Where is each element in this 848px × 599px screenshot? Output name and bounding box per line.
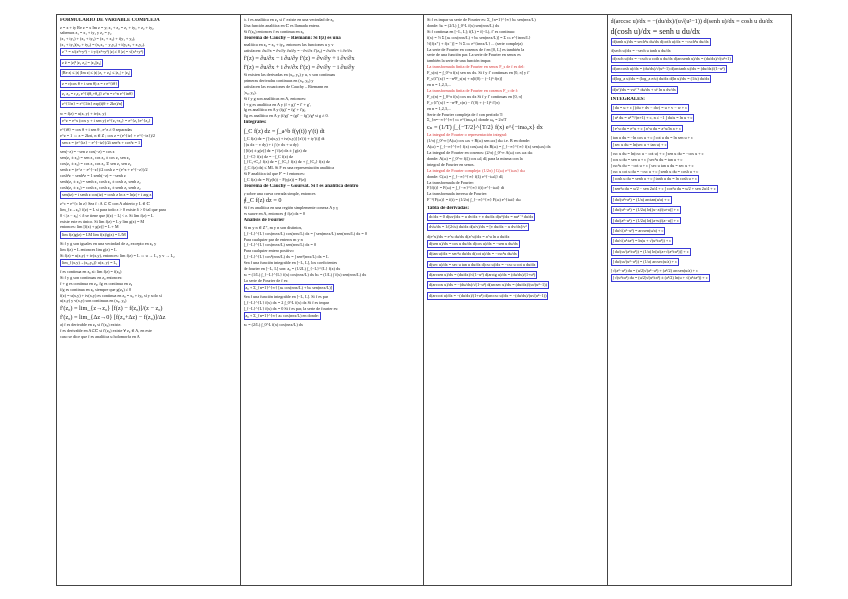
boxed-formula: dc/dx = 0 d(uv)/dx = u dv/dx + v du/dx d(uⁿ)/dx = nuⁿ⁻¹ du/dx: [429, 213, 534, 219]
formula-text: e^{iθ} = cos θ + i sen θ , e^z ≠ 0 separadas: [60, 126, 133, 132]
formula-text: ∫ csc²u du = −cot u + c ∫ sec u tan u du = sec u + c: [610, 162, 694, 168]
boxed-formula: d(arccosh u)/dx = (du/dx)/√(u²−1) d(arctanh u)/dx = (du/dx)/(1−u²): [612, 66, 725, 72]
column-3: [424, 15, 608, 585]
formula-text: lim_{z→z₀} f(z) = L si para todo ε > 0 existe δ > 0 tal que para: [60, 206, 166, 212]
boxed-formula: ∫ du/(u√(a²±u²)) = (1/a) ln[u/(a+√(a²±u²))] + c: [612, 248, 689, 254]
formula-text: primeras derivadas continuas en (x₀, y₀) y: [243, 77, 314, 83]
formula-text: donde: bₙ = (2/L) ∫_0^L f(x) sen(nπx/L) dx: [427, 22, 500, 28]
formula-text: cosh²z − senh²z = 1 senh(−z) = −senh z: [60, 172, 126, 178]
formula-text: Si f es analítica en una región simplemente conexa A y γ: [243, 205, 339, 211]
formula-text: F_c(n) = ∫_0^π f(x) cos nx dx Si f y f′ continuas en [0, π]: [427, 93, 523, 99]
formula-text: ∫ cos u du = sen u + c ∫ sec²u du = tan u + c: [610, 156, 683, 162]
formula-line: [611, 75, 789, 85]
boxed-formula: ∫ du/(u²−a²) = (1/2a) ln[(u−a)/(u+a)] + c: [612, 207, 679, 213]
formula-text: ∫ tan u du = −ln cos u + c ∫ cot u du = ln sen u + c: [610, 134, 693, 140]
formula-text: f(x) = ½ Σ [aₙ cos(nπx/L) + bₙ sen(nπx/L)] = Σ cₙ e^{inπx/L}: [427, 34, 531, 40]
formula-line: [60, 69, 237, 79]
formula-text: ∫_{−L}^{L} cos²(nπx/L) dx = ∫ sen²(nπx/L) dx = L: [243, 254, 329, 260]
boxed-formula: ∫ du/(u√(u²−a²)) = (1/a) arcsec(u/a) + c: [612, 259, 677, 265]
formula-line: [60, 116, 237, 126]
formula-text: (x₁ + iy₁) + (x₂ + iy₂) = (x₁ + x₂) + i(y₁ + y₂),: [60, 36, 136, 42]
formula-text: aₙ = (1/L) ∫_{−L}^{L} f(x) cos(nπx/L) dx bₙ = (1/L) ∫ f(x) sen(nπx/L) dx: [243, 272, 367, 277]
formula-text: ∫ csc u du = ln(csc u − cot u) + c ∫ sen u du = −cos u + c: [610, 150, 704, 156]
formula-text: f′(z₀) = lim_{z→z₀} [f(z) − f(z₀)]/(z − z₀): [60, 305, 163, 313]
boxed-formula: d(tan u)/dx = sec²u du/dx d(cot u)/dx = −csc²u du/dx: [429, 251, 517, 257]
formula-text: Sea f una función integrable en [−L, L], los coeficientes: [243, 260, 338, 266]
formula-text: (x₀, y₀).: [243, 89, 257, 95]
column-1: [57, 15, 241, 585]
formula-text: de fourier en [−L, L] son: a₀ = (1/2L) ∫_{−L}^{L} f(x) dx: [243, 266, 341, 272]
formula-text: Tabla de derivadas:: [427, 206, 470, 212]
formula-line: [244, 54, 421, 63]
formula-line: [60, 59, 237, 69]
formula-text: existe este es único. Si lim f(z) = L y lim g(z) = M: [60, 218, 145, 224]
formula-text: ∫ (u dx − v dy) + i ∫ (v dx + u dy): [243, 141, 299, 147]
formula-line: [611, 216, 789, 226]
formula-text: u(x,y) y v(x,y) son continuas en (x₀, y₀): [60, 298, 127, 304]
column-4: [608, 15, 792, 585]
boxed-formula: a₀ + Σ_{n=1}^{∞} [aₙ cos(nπx/L) + bₙ sen(nπx/L)]: [245, 285, 333, 291]
formula-line: [611, 86, 789, 96]
formula-line: [244, 177, 421, 183]
formula-line: [427, 291, 604, 301]
formula-line: [244, 63, 421, 72]
formula-text: Teorema de Cauchy – Goursat. Si f es analítica dentro: [243, 184, 359, 190]
formula-text: La transformada inversa de Fourier:: [427, 191, 488, 197]
formula-line: [244, 29, 421, 35]
formula-text: d(cosh u)/dx = senh u du/dx: [610, 27, 701, 36]
formula-text: La serie de Fourier en cosenos de f en [0, L] es también la: [427, 46, 525, 52]
boxed-formula: ∫ du/(u²+a²) = (1/a) arctan(u/a) + c: [612, 196, 670, 202]
formula-text: cₙ = (1/T) ∫_{−T/2}^{T/2} f(x) e^{−inω₀x} dx: [427, 124, 543, 132]
formula-text: ∫_{C₁+C₂} f(z) dz = ∫_{C₁} f(z) dz + ∫_{C₂} f(z) dz: [243, 159, 330, 165]
formula-text: f + g es continua en z₀, fg es continua en z₀: [60, 280, 133, 286]
formula-line: [611, 54, 789, 64]
formula-line: [60, 48, 237, 58]
formula-line: [427, 281, 604, 291]
formula-line: [611, 26, 789, 38]
formula-text: sabemos z₁ = x₁ + iy₁ y z₂ = y₂: [60, 30, 112, 36]
formula-line: [427, 239, 604, 249]
formula-line: [244, 211, 421, 217]
formula-line: [611, 141, 789, 151]
formula-text: |∫_C f(z) dz| ≤ ML Si F es una representación analítica: [243, 165, 335, 171]
boxed-formula: d(csch u)/dx = −csch u coth u du/dx d(arcsenh u)/dx = (du/dx)/√(u²+1): [612, 55, 731, 61]
formula-text: Integrales:: [243, 120, 267, 126]
formula-line: [611, 247, 789, 257]
formula-text: ∫_{−C} f(z) dz = −∫_C f(z) dz: [243, 153, 293, 159]
spacer: [427, 203, 604, 205]
boxed-formula: d(arccot u)/dx = −(du/dx)/(1+u²) d(arccsc u)/dx = −(du/dx)/(u√(u²−1)): [429, 292, 547, 298]
formula-text: fg es analítica en A y (fg)′ = fg′ + f′g,: [243, 107, 306, 113]
formula-line: [427, 250, 604, 260]
formula-text: (x₁ + iy₁)(x₂ + iy₂) = (x₁x₂ − y₁y₂) + i(y₁x₂ + x₁y₂).: [60, 42, 146, 48]
formula-text: satisfacen: ∂u/∂x = ∂v/∂y ∂u/∂y = −∂v/∂x f′(z₀) = ∂u/∂x + i ∂v/∂x: [243, 48, 353, 54]
formula-line: [427, 271, 604, 281]
boxed-formula: z₁ z₂ = r₁r₂ e^{i(θ₁+θ₂)} z^n = r^n e^{inθ}: [62, 91, 134, 97]
formula-text: d(arccsc u)/dx = −(du/dx)/(u√(u²−1)) d(senh u)/dx = cosh u du/dx: [610, 18, 773, 25]
boxed-formula: d(sen u)/dx = cos u du/dx d(cos u)/dx = −sen u du/dx: [429, 240, 518, 246]
formula-text: Si m y n ∈ Z⁺, m y n son distintos,: [243, 224, 303, 230]
formula-text: a) f es derivable en z₀ si f′(z₀) existe.: [60, 322, 122, 328]
formula-text: z = x + iy Re z = x Im z = y; z₁ + z₂ = z₁ + iy₁ + z₂ + iy₂: [60, 24, 154, 30]
formula-text: f es derivable en A⊂ℂ si f′(z₀) existe ∀ z₀ ∈ A, en este: [60, 328, 152, 334]
boxed-formula: ∫ du = u + c ∫ (du + dv − dw) = u + v − w + c: [612, 104, 688, 110]
formula-line: [60, 79, 237, 89]
formula-line: [244, 127, 421, 136]
formula-text: F⁻¹{F(ω)} = f(t) = (1/2π) ∫_{−∞}^{∞} F(ω) e^{iωt} dω: [427, 197, 521, 203]
formula-line: [611, 38, 789, 48]
formula-text: F_s(n) = ∫_0^π f(x) sen nx dx. Si f y f′ continuas en [0, π] y f′: [427, 70, 530, 76]
formula-text: integral de Fourier en senos.: [427, 161, 475, 167]
boxed-formula: ∫ du/(a²−u²) = (1/2a) ln[(a+u)/(a−u)] + c: [612, 217, 679, 223]
boxed-formula: z = r(cos θ + i sen θ) z = r e^{iθ}: [62, 80, 118, 86]
formula-text: Si f′(z₀) entonces f es continua en z₀: [243, 28, 304, 34]
boxed-formula: z⁻¹ = x/(x²+y²) − i·y/(x²+y²) |z| ≠ 0 |z| = √(x²+y²): [62, 49, 144, 55]
formula-line: [60, 230, 237, 240]
formula-text: La transformada de Fourier:: [427, 179, 475, 185]
boxed-formula: d(arccos u)/dx = −(du/dx)/√(1−u²) d(arcsec u)/dx = (du/dx)/(u√(u²−1)): [429, 282, 547, 288]
boxed-formula: sen z = (e^{iz} − e^{−iz})/2i sen²z + cos²z = 1: [62, 139, 141, 145]
formula-line: [244, 322, 421, 328]
boxed-formula: d(log_a u)/dx = (log_a e/u) du/dx d(ln u)/dx = (1/u) du/dx: [612, 76, 710, 82]
formula-line: [611, 65, 789, 75]
formula-text: Si f(z) = u(x,y) + iv(x,y), entonces: lim f(z) = L ⇔ u → L₁ y v → L₂: [60, 252, 175, 258]
boxed-formula: ∫ √(u²±a²) du = (u/2)√(u²±a²) ± (a²/2) ln(u + √(u²±a²)) + c: [612, 275, 708, 281]
formula-text: d(sech u)/dx = −sech u tanh u du/dx: [610, 48, 671, 54]
formula-text: La serie de Fourier de f es:: [243, 277, 289, 283]
formula-text: A(ω) = ∫_{−∞}^{∞} f(x) cos(ωx) dx B(ω) = ∫_{−∞}^{∞} f(x) sen(ωx) dx: [427, 144, 551, 150]
formula-text: La integral de Fourier compleja: (1/2π) ∫ C(ω) e^{iωx} dω: [427, 167, 525, 173]
formula-text: ∫_{−L}^{L} cos(mπx/L) sen(nπx/L) dx = 0: [243, 242, 317, 248]
formula-text: Si f es impar su serie de Fourier es: Σ_{n=1}^{∞} bₙ sen(nπx/L): [427, 17, 536, 22]
boxed-formula: z z̄ = |z|² |z₁ z₂| = |z₁||z₂|: [62, 59, 101, 65]
formula-line: [611, 195, 789, 205]
formula-text: f′(z₀) = lim_{Δz→0} [f(z₀+Δz) − f(z₀)]/Δz: [60, 314, 166, 322]
boxed-formula: d(tanh u)/dx = sech²u du/dx d(coth u)/dx = −csch²u du/dx: [612, 39, 709, 45]
formula-line: [611, 274, 789, 284]
formula-line: [611, 258, 789, 268]
formula-text: ∫_{−L}^{L} f(x) dx = 2 ∫_0^L f(x) dx Si f es impar: [243, 300, 329, 306]
formula-line: [427, 260, 604, 270]
formula-text: cosh(z₁ ± z₂) = cosh z₁ cosh z₂ ± senh z₁ senh z₂: [60, 184, 141, 190]
formula-text: Si f continua en [−L, L]; f(L) = f(−L), f′ es continua:: [427, 28, 515, 34]
formula-text: f/g es analítica en A y (f/g)′ = (gf′ − fg′)/g² si g ≠ 0.: [243, 113, 329, 119]
formula-text: z^c = e^{c ln z} Sea f : A ⊂ ℂ con A abierto y L ∈ ℂ: [60, 200, 150, 206]
formula-text: Σ_{n=−∞}^{∞} cₙ e^{inω₀x} donde ω₀ = 2π/T: [427, 117, 507, 123]
formula-text: Análisis de Fourier: [243, 218, 285, 224]
formula-text: ½[f(x⁺) + f(x⁻)] = ½ Σ cₙ e^{inπx/L} ... (serie compleja): [427, 40, 523, 46]
formula-text: La integral de Fourier o representación integral:: [427, 132, 508, 138]
formula-text: ∫ csc u cot u du = −csc u + c ∫ senh u du = cosh u + c: [610, 168, 699, 174]
formula-text: ∫_C f(z) dz = ∫ [u(x,y) + iv(x,y)] [x′(t) + iy′(t)] dt: [243, 135, 325, 141]
formula-line: [60, 304, 237, 313]
formula-text: senh(z₁ ± z₂) = senh z₁ cosh z₂ ± cosh z₁ senh z₂: [60, 178, 141, 184]
formula-line: [244, 284, 421, 294]
formula-text: lim f(z) = L entonces lim g(z) = L: [60, 246, 117, 252]
formula-text: cos(z₁ ± z₂) = cos z₁ cos z₂ ∓ sen z₁ sen z₂: [60, 160, 132, 166]
formula-text: entonces: lim [f(z) + g(z)] = L + M: [60, 224, 119, 230]
boxed-formula: e^z = e^x (cos y + i sen y) e^{z₁+z₂} = e^{z₁}e^{z₂}: [62, 117, 151, 123]
formula-text: Teorema de Cauchy – Riemann: Si f(z) es una: [243, 35, 341, 41]
formula-text: F{f(t)} = F(ω) = ∫_{−∞}^{∞} f(t) e^{−iωt} dt: [427, 185, 505, 191]
formula-line: [60, 313, 237, 322]
boxed-formula: d√u/dx = 1/(2√u) du/dx d(u/v)/dx = [v du/dx − u dv/dx]/v²: [429, 224, 527, 230]
formula-text: e^z = 1 ⇔ z = 2kπi, n ∈ Z ; cos z = (e^{iz} + e^{−iz})/2: [60, 132, 156, 138]
formula-text: F_c{f″(x)} = −n²F_c(n) − f′(0) + (−1)ⁿ f′(π): [427, 99, 500, 105]
formula-text: f + g es analítica en A y (f + g)′ = f′ + g′,: [243, 101, 311, 107]
boxed-formula: ∫ uⁿ du = uⁿ⁺¹/(n+1) + c, n ≠ −1 ∫ du/u = ln u + c: [612, 115, 693, 121]
formula-line: [611, 227, 789, 237]
formula-line: [244, 113, 421, 119]
formula-text: donde: C(ω) = ∫_{−∞}^{∞} f(ξ) e^{−iωξ} dξ: [427, 173, 503, 179]
formula-line: [60, 90, 237, 100]
formula-text: ∮_C f(z) dz = 0: [243, 197, 282, 205]
formula-text: ∫ √(a²−u²) du = (u/2)√(a²−u²) + (a²/2) arcsen(u/a) + c: [610, 268, 698, 274]
formula-line: [244, 196, 421, 205]
formula-text: f′(z) = ∂u/∂x − i ∂u/∂y f′(z) = ∂v/∂y + i ∂v/∂x: [243, 55, 355, 63]
formula-text: f(z) = u(x,y) + iv(x,y) es continua en z₀ = x₀ + iy₀ sí y solo sí: [60, 292, 162, 298]
formula-line: [60, 139, 237, 149]
formula-text: caso se dice que f es analítica u holomorfa en A: [60, 334, 140, 340]
formula-text: senh z = (e^z − e^{−z})/2 cosh z = (e^z + e^{−z})/2: [60, 166, 148, 172]
formula-line: [611, 103, 789, 113]
formula-text: ∫ [f(z) ± g(z)] dz = ∫ f(z) dz ± ∫ g(z) dz: [243, 147, 307, 153]
formula-text: Para cualquier entero positivo: [243, 248, 294, 254]
formula-text: Si f y g son analíticas en A, entonces:: [243, 95, 307, 101]
formula-line: [611, 17, 789, 26]
formula-text: f/g es continua en z₀ siempre que g(z₀) ≠ 0: [60, 286, 132, 292]
formula-text: ∫_{−L}^{L} f(x) dx = 0 Si f es par, la serie de fourier es:: [243, 306, 339, 312]
formula-line: [427, 213, 604, 223]
formula-text: f′(z) = ∂u/∂x + i ∂v/∂x f′(z) = ∂v/∂y − i ∂u/∂y: [243, 64, 355, 72]
boxed-formula: lim f(z)g(z) = LM lim f(z)/g(z) = L/M: [62, 231, 126, 237]
boxed-formula: z^{1/n} = r^{1/n} exp[i(θ + 2kπ)/n]: [62, 101, 123, 107]
formula-text: Si f y g son iguales en una vecindad de z₀ excepto en z₀ y: [60, 240, 157, 246]
formula-line: [244, 312, 421, 322]
boxed-formula: ∫ sec u du = ln(sec u + tan u) + c: [612, 141, 667, 147]
boxed-formula: sen(iz) = i senh z cos(iz) = cosh z ln z = ln|z| + i arg z: [62, 191, 152, 197]
formula-line: [611, 175, 789, 185]
formula-text: b. f es analítica en z₀ si f′ existe en una vecindad de z₀: [243, 17, 334, 22]
formula-text: Si F analítica tal que F′ = f entonces:: [243, 171, 305, 177]
formula-text: ∫_{−L}^{L} cos(mπx/L) cos(nπx/L) dx = ∫ sen(mπx/L) sen(nπx/L) dx = 0: [243, 230, 367, 236]
boxed-formula: ∫ cosh u du = senh u + c ∫ tanh u du = ln cosh u + c: [612, 175, 698, 181]
formula-line: [60, 334, 237, 340]
formula-line: [427, 223, 604, 233]
boxed-formula: a₀ + Σ_{n=1}^{∞} aₙ cos(nπx/L) en donde:: [245, 313, 319, 319]
boxed-formula: d(arcsen u)/dx = (du/dx)/√(1−u²) d(arctg u)/dx = (du/dx)/(1+u²): [429, 271, 536, 277]
boxed-formula: lim_{(x,y)→(x₀,y₀)} u(x, y) = L₁: [62, 259, 118, 265]
formula-text: Serie de Fourier compleja de f con período T:: [427, 111, 504, 117]
formula-text: (1/π) ∫_0^∞ [A(ω) cos ωx + B(ω) sen ωx] dω i.e. B en donde:: [427, 138, 531, 144]
formula-text: serie de una función par. La serie de Fourier en senos es: [427, 52, 521, 58]
formula-text: también la serie de una función impar.: [427, 58, 492, 64]
sheet-title: FORMULARIO DE VARIABLE COMPLEJA: [60, 18, 160, 23]
formula-text: 0 < |z − z₀| < δ se tiene que |f(z) − L| < ε. Si lim f(z) = L: [60, 212, 154, 218]
boxed-formula: |Re z| ≤ |z| |Im z| ≤ |z| |z₁ + z₂| ≤ |z₁| + |z₂|: [62, 70, 131, 76]
formula-text: sen(z₁ ± z₂) = sen z₁ cos z₂ ± cos z₁ sen z₂: [60, 155, 131, 160]
formula-text: La transformada finita de Fourier en cosenos F_c de f:: [427, 87, 519, 93]
formula-text: INTEGRALES:: [610, 96, 645, 102]
formula-text: en n = 1,2,3,...: [427, 105, 452, 111]
formula-line: [611, 124, 789, 134]
formula-text: aₙ = (2/L) ∫_0^L f(x) cos(nπx/L) dx: [243, 322, 303, 328]
formula-text: d(e^u)/dx = e^u du/dx d(a^u)/dx = a^u ln a du/dx: [427, 233, 510, 239]
formula-text: donde: A(ω) = ∫_0^∞ f(ξ) cos ωξ dξ para la misma con la: [427, 155, 523, 161]
formula-text: Una función analítica en ℂ es llamada entera.: [243, 22, 321, 28]
formula-text: y sobre una curva cerrada simple, entonces: [243, 190, 316, 196]
formula-text: La transformada finita de Fourier en senos F_s de f es del:: [427, 64, 525, 70]
formula-line: [427, 123, 604, 132]
formula-text: f es continua en z₀ si: lim f(z) = f(z₀): [60, 268, 122, 274]
formula-text: ∫_C f(z) dz = F(γ(b)) − F(γ(a)) = F(z)|: [243, 177, 307, 183]
formula-text: w = f(z) = u(x, y) + iv(x, y): [60, 110, 106, 116]
formula-line: [611, 185, 789, 195]
boxed-formula: ∫ du/√(a²−u²) = arcsen(u/a) + c: [612, 227, 664, 233]
formula-text: satisfacen las ecuaciones de Cauchy – Riemann en: [243, 83, 329, 89]
boxed-formula: ∫ e^u du = e^u + c ∫ a^u du = a^u/ln a + c: [612, 125, 681, 131]
formula-text: ∫_C f(z) dz = ∫_a^b f(γ(t)) γ′(t) dt: [243, 127, 325, 135]
formula-text: sen(−z) = −sen z cos(−z) = cos z: [60, 149, 115, 155]
formula-text: Para cualquier par de enteros m y n: [243, 236, 303, 242]
formula-text: Si f y g son continuas en z₀ entonces:: [60, 274, 123, 280]
formula-line: [611, 237, 789, 247]
boxed-formula: ∫ sen²u du = u/2 − sen 2u/4 + c ∫ cos²u du = u/2 + sen 2u/4 + c: [612, 186, 716, 192]
boxed-formula: d(uᵛ)/dx = vuᵛ⁻¹ du/dx + uᵛ ln u dv/dx: [612, 86, 676, 92]
formula-text: La integral de Fourier en cosenos: (2/π) ∫_0^∞ A(ω) cos ωx dω: [427, 150, 533, 156]
formula-line: [611, 114, 789, 124]
formula-text: analítica en z₀ = x₀ + iy₀, entonces las funciones u y v: [243, 42, 334, 48]
column-2: [241, 15, 425, 585]
formula-line: [611, 206, 789, 216]
formula-line: [60, 259, 237, 269]
formula-line: [60, 190, 237, 200]
formula-text: Si existen las derivadas en (x₀, y₀) y u, v son continuas: [243, 72, 336, 78]
formula-line: [60, 100, 237, 110]
boxed-formula: ∫ du/√(u²±a²) = ln(u + √(u²±a²)) + c: [612, 238, 672, 244]
formula-text: es suave en A, entonces ∮ f(z) dz = 0: [243, 211, 306, 217]
formula-text: F_s{f″(x)} = −n²F_s(n) + n[f(0) − (−1)ⁿ f(π)]: [427, 76, 503, 82]
formula-sheet: [56, 14, 792, 586]
formula-text: en n = 1,2,3,...: [427, 81, 452, 87]
formula-text: Sea f una función integrable en [−L, L]. Si f es par: [243, 294, 329, 300]
boxed-formula: d(sec u)/dx = sec u tan u du/dx d(csc u)/dx = −csc u cot u du/dx: [429, 261, 536, 267]
